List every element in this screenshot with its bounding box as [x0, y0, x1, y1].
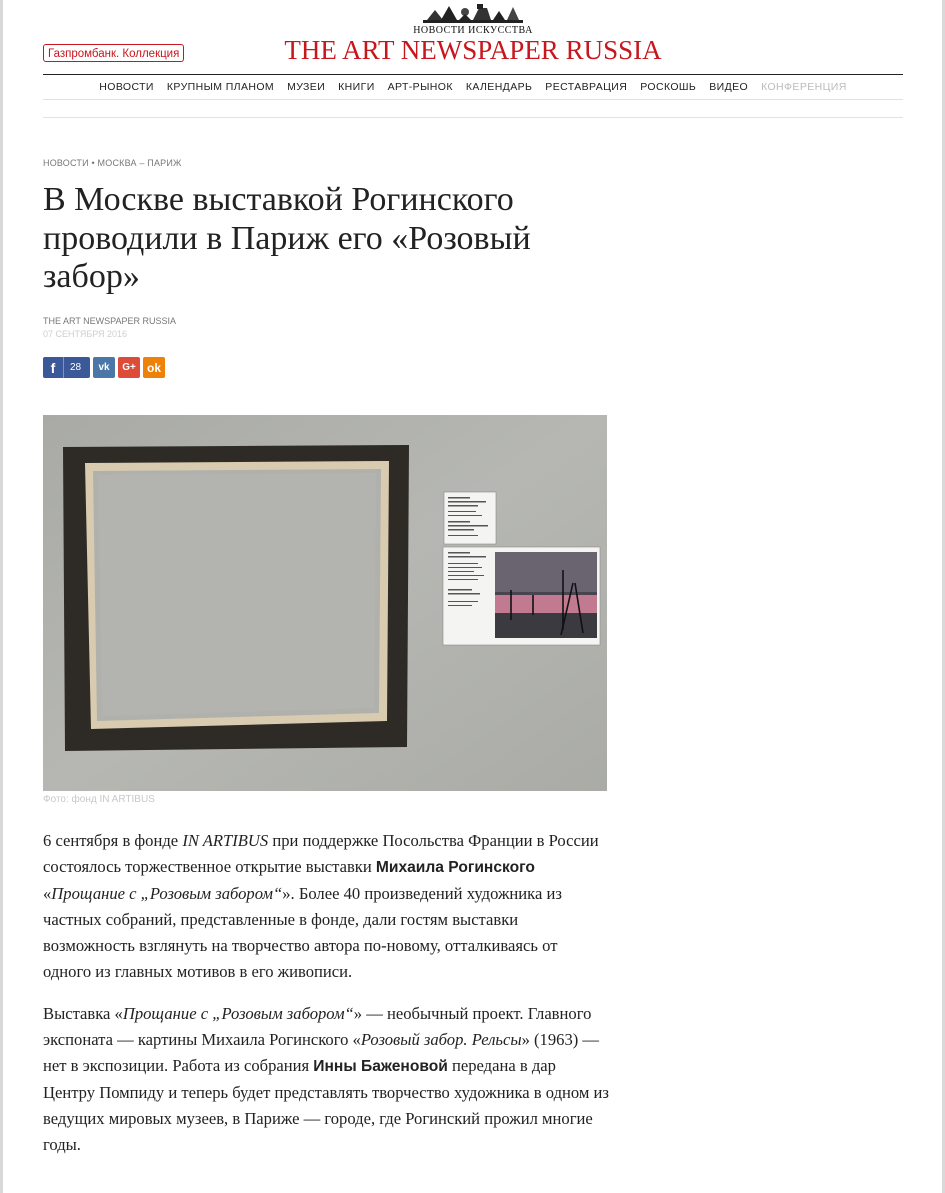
googleplus-icon: G+ [122, 362, 136, 373]
nav-item-art-market[interactable]: АРТ-РЫНОК [387, 81, 453, 93]
nav-item-close-up[interactable]: КРУПНЫМ ПЛАНОМ [166, 81, 275, 93]
nav-item-books[interactable]: КНИГИ [338, 81, 375, 93]
photo-caption: Фото: фонд IN ARTIBUS [43, 794, 155, 805]
article-photo[interactable] [43, 415, 607, 791]
vk-icon: vk [98, 362, 110, 373]
breadcrumb-section[interactable]: НОВОСТИ [43, 158, 89, 168]
share-googleplus-button[interactable] [118, 357, 140, 378]
nav-item-restoration[interactable]: РЕСТАВРАЦИЯ [545, 81, 628, 93]
nav-item-conference[interactable]: КОНФЕРЕНЦИЯ [761, 81, 847, 93]
article-body [43, 828, 609, 1174]
facebook-icon: f [50, 359, 56, 376]
share-buttons [43, 357, 165, 378]
nav-item-museums[interactable]: МУЗЕИ [287, 81, 326, 93]
page-wrapper [43, 0, 903, 1154]
page-frame-left [0, 0, 3, 1193]
share-facebook-button[interactable] [43, 357, 90, 378]
breadcrumb-separator: • [91, 158, 95, 168]
article-title: В Москве выставкой Рогинского проводили в Париж его «Розовый забор» [43, 181, 531, 295]
nav-item-luxury[interactable]: РОСКОШЬ [640, 81, 697, 93]
odnoklassniki-icon: ok [146, 360, 161, 375]
breadcrumb [43, 158, 182, 168]
nav-item-calendar[interactable]: КАЛЕНДАРЬ [465, 81, 533, 93]
main-nav [43, 75, 903, 99]
article-paragraph-2: Выставка «Прощание с „Розовым забором“» — необычный проект. Главного экспоната — картины Михаила Рогинского «Розовый забор. Рельсы» (1963) — нет в экспозиции. Работа из собрания Инны Баженовой передана в дар Центру Помпиду и теперь будет представлять творчество художника в одном из ведущих мировых музеев, в Париже — городе, где Рогинский прожил многие годы. [43, 1004, 609, 1154]
facebook-share-count: 28 [63, 357, 81, 378]
share-vk-button[interactable] [93, 357, 115, 378]
site-header [43, 0, 903, 74]
nav-item-video[interactable]: ВИДЕО [709, 81, 749, 93]
share-odnoklassniki-button[interactable] [143, 357, 165, 378]
nav-item-news[interactable]: НОВОСТИ [99, 81, 154, 93]
nav-rule [43, 99, 903, 100]
breadcrumb-tag[interactable]: МОСКВА – ПАРИЖ [97, 158, 182, 168]
logo-title: THE ART NEWSPAPER RUSSIA [284, 35, 662, 65]
logo-subtitle: НОВОСТИ ИСКУССТВА [413, 25, 533, 36]
site-logo[interactable] [275, 2, 671, 64]
article-date: 07 СЕНТЯБРЯ 2016 [43, 329, 128, 339]
article-author[interactable]: THE ART NEWSPAPER RUSSIA [43, 316, 177, 326]
partner-link[interactable]: Газпромбанк. Коллекция [43, 44, 184, 62]
article-paragraph-1: 6 сентября в фонде IN ARTIBUS при поддержке Посольства Франции в России состоялось торжественное открытие выставки Михаила Рогинского «Прощание с „Розовым забором“». Более 40 произведений художника из частных собраний, представленные в фонде, дали гостям выставки возможность взглянуть на творчество автора по-новому, отталкиваясь от одного из главных мотивов в его живописи. [43, 831, 599, 981]
subnav-rule [43, 117, 903, 118]
